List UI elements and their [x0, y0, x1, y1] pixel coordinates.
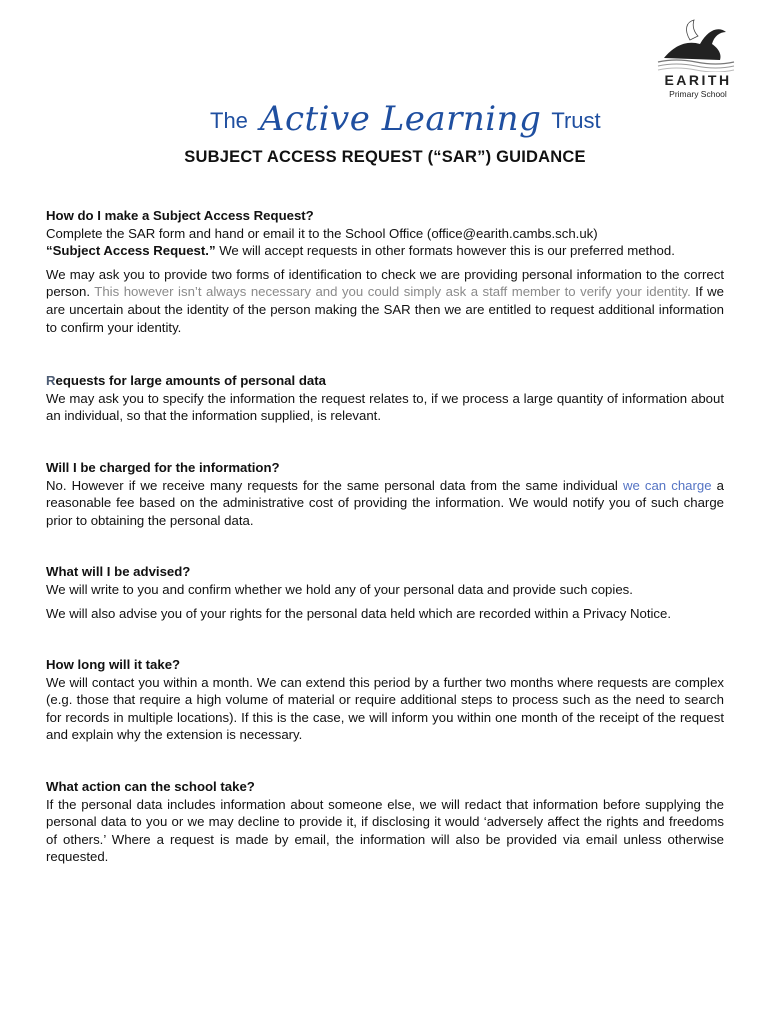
section-paragraph: We may ask you to specify the information the request relates to, if we process a large quantity of information about an individual, so that the information supplied, is relevant.: [46, 390, 724, 424]
text-run: We may ask you to provide two forms of identification to check we are providing personal information to the correct person.: [46, 266, 724, 300]
section-paragraph: We will write to you and confirm whether we hold any of your personal data and provide such copies.: [46, 581, 633, 597]
text-run: a reasonable fee based on the administrative cost of providing the information. We would notify you of such charge prior to obtaining the personal data.: [46, 477, 724, 528]
trust-word-trust: Trust: [551, 108, 601, 133]
trust-word-the: The: [210, 108, 248, 133]
text-run: No. However if we receive many requests for the same personal data from the same individual: [46, 477, 623, 493]
document-body: [46, 207, 724, 872]
section-heading: [46, 372, 724, 390]
heading-initial: R: [46, 373, 56, 389]
swan-icon: [656, 18, 736, 72]
text-run: If we are uncertain about the identity of the person making the SAR then we are entitled to request additional information to confirm your identity.: [46, 284, 724, 335]
text-run-gray: This however isn’t always necessary and you could simply ask a staff member to verify your identity.: [94, 284, 691, 300]
page-title: SUBJECT ACCESS REQUEST (“SAR”) GUIDANCE: [184, 148, 586, 166]
section-school-action: [46, 778, 724, 866]
trust-script-wordmark: Active Learning: [259, 99, 542, 139]
section-duration: [46, 656, 724, 744]
text-run: We will accept requests in other formats however this is our preferred method.: [215, 243, 675, 259]
school-name: EARITH: [664, 72, 732, 88]
section-heading: Will I be charged for the information?: [46, 459, 280, 475]
section-paragraph: [46, 266, 724, 336]
section-paragraph: We will also advise you of your rights for the personal data held which are recorded within a Privacy Notice.: [46, 605, 672, 621]
text-run: Complete the SAR form and hand or email it to the School Office (office@earith.cambs.sch.uk): [46, 225, 598, 241]
section-paragraph: [46, 477, 724, 530]
section-heading: What action can the school take?: [46, 779, 255, 795]
section-paragraph: We will contact you within a month. We can extend this period by a further two months where requests are complex (e.g. those that require a high volume of material or require additional steps to process such as the need to search for records in multiple locations). If this is the case, we will inform you within one month of the receipt of the request and explain why the extension is necessary.: [46, 674, 724, 743]
section-how-to-request: [46, 207, 724, 336]
heading-rest: equests for large amounts of personal data: [55, 373, 326, 389]
school-subtitle: Primary School: [669, 89, 727, 99]
text-run-blue: we can charge: [622, 477, 712, 493]
section-heading: How long will it take?: [46, 657, 181, 673]
section-advice: [46, 563, 724, 622]
section-paragraph: [46, 225, 724, 260]
section-large-requests: [46, 372, 724, 425]
section-paragraph: If the personal data includes information about someone else, we will redact that information before supplying the personal data to you or we may decline to provide it, if disclosing it would ‘adversely affect the rights and freedoms of others.’ Where a request is made by email, the information will also be provided via email unless otherwise requested.: [46, 796, 724, 865]
section-charges: [46, 459, 724, 529]
section-heading: What will I be advised?: [46, 564, 191, 580]
trust-logo: [210, 80, 601, 140]
text-run-bold: “Subject Access Request.”: [46, 243, 216, 259]
section-heading: How do I make a Subject Access Request?: [46, 208, 314, 223]
